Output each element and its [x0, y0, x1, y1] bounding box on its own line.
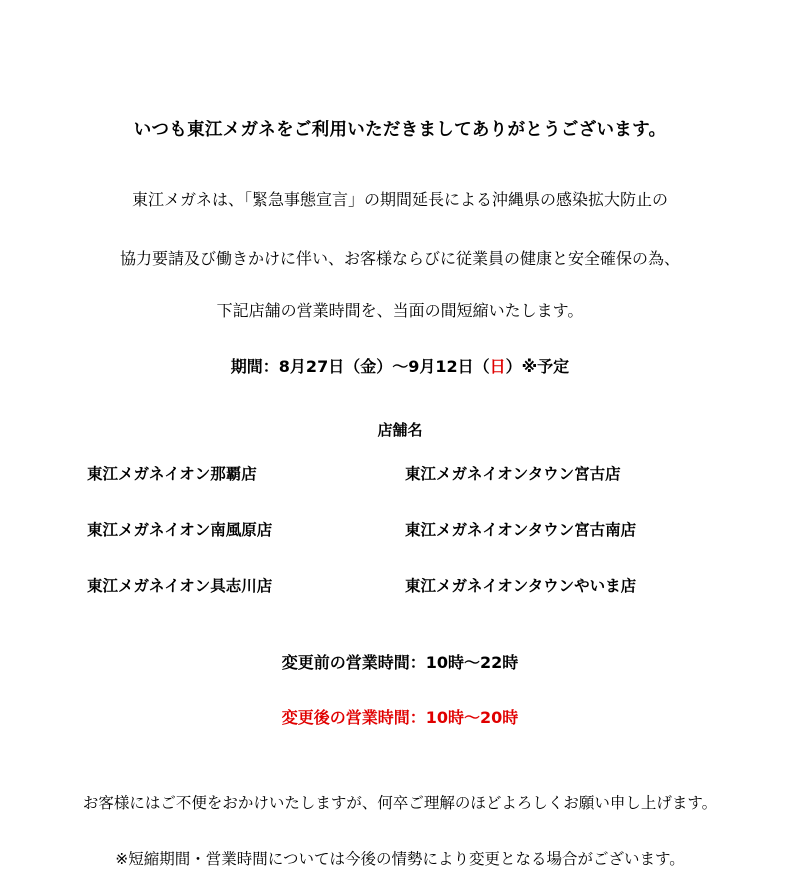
period-sunday: 日 [489, 357, 506, 376]
notice-line-3: 下記店舗の営業時間を、当面の間短縮いたします。 [216, 301, 584, 320]
hours-before: 変更前の営業時間：10時～22時 [281, 653, 519, 672]
apology-text: お客様にはご不便をおかけいたしますが、何卒ご理解のほどよろしくお願い申し上げます。 [82, 794, 718, 812]
period-prefix: 期間：8月27日（金）～9月12日（ [230, 357, 490, 376]
notice-line-1: 東江メガネは、「緊急事態宣言」の期間延長による沖縄県の感染拡大防止の [131, 190, 668, 209]
hours-after: 変更後の営業時間：10時～20時 [281, 708, 519, 727]
store-right-1: 東江メガネイオンタウン宮古店 [405, 465, 621, 483]
store-left-2: 東江メガネイオン南風原店 [87, 521, 273, 539]
period-suffix: ）※予定 [505, 357, 570, 376]
footnote-text: ※短縮期間・営業時間については今後の情勢により変更となる場合がございます。 [115, 850, 685, 868]
store-left-1: 東江メガネイオン那覇店 [87, 465, 257, 483]
store-left-3: 東江メガネイオン具志川店 [87, 577, 273, 595]
store-right-2: 東江メガネイオンタウン宮古南店 [405, 521, 637, 539]
period-line [0, 356, 800, 378]
greeting-heading: いつも東江メガネをご利用いただきましてありがとうございます。 [133, 120, 667, 140]
stores-title: 店舗名 [377, 421, 423, 439]
notice-line-2: 協力要請及び働きかけに伴い、お客様ならびに従業員の健康と安全確保の為、 [119, 249, 680, 268]
store-right-3: 東江メガネイオンタウンやいま店 [405, 577, 637, 595]
